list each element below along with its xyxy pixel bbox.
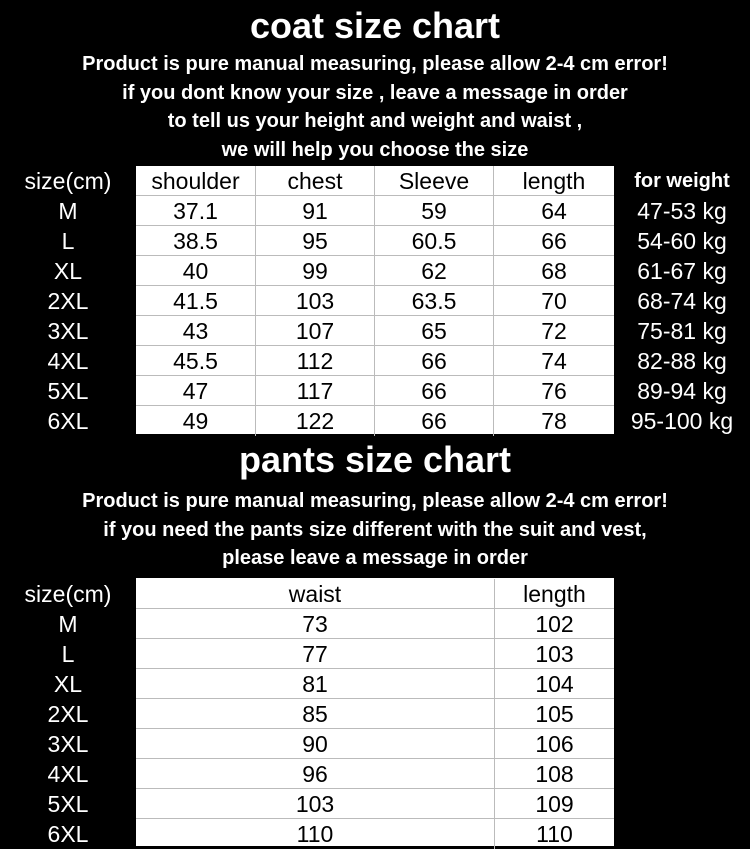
pants-cell-length: 105 [495,699,614,729]
coat-cell-sleeve: 62 [375,256,494,286]
coat-cell-chest: 112 [256,346,375,376]
coat-cell-length: 70 [494,286,614,316]
pants-table-row [0,759,750,789]
coat-cell-weight: 95-100 kg [630,408,734,434]
coat-cell-sleeve: 66 [375,406,494,436]
coat-table-row [0,346,750,376]
pants-cell-size: M [58,611,78,637]
pants-cell-length: 104 [495,669,614,699]
coat-table-row [0,196,750,226]
pants-cell-length: 108 [495,759,614,789]
pants-cell-length: 109 [495,789,614,819]
coat-cell-chest: 117 [256,376,375,406]
coat-cell-weight: 54-60 kg [637,228,727,254]
coat-table-row [0,256,750,286]
pants-cell-waist: 77 [136,639,495,669]
pants-chart-title: pants size chart [238,439,512,480]
coat-table-row [0,226,750,256]
coat-size-table [0,166,750,436]
pants-cell-size: L [61,641,75,667]
coat-cell-chest: 107 [256,316,375,346]
coat-cell-chest: 103 [256,286,375,316]
coat-cell-size: M [58,198,78,224]
coat-cell-weight: 61-67 kg [637,258,727,284]
coat-cell-sleeve: 60.5 [375,226,494,256]
coat-note-line: to tell us your height and weight and waist , [167,110,583,133]
coat-cell-size: XL [53,258,83,284]
coat-cell-size: 6XL [47,408,89,434]
coat-table-row [0,286,750,316]
coat-note-line: if you dont know your size , leave a message in order [122,81,628,104]
coat-cell-weight: 47-53 kg [637,198,727,224]
pants-table-row [0,609,750,639]
pants-header-length: length [495,579,614,609]
coat-note-line: we will help you choose the size [221,139,529,162]
coat-cell-length: 78 [541,408,567,434]
pants-cell-length: 103 [495,639,614,669]
coat-header-size: size(cm) [24,168,112,194]
coat-cell-chest: 122 [256,406,375,436]
coat-header-shoulder: shoulder [136,166,256,196]
coat-cell-length: 74 [494,346,614,376]
coat-cell-shoulder: 41.5 [136,286,256,316]
coat-note-line: Product is pure manual measuring, please allow 2-4 cm error! [82,53,668,75]
coat-cell-shoulder: 43 [136,316,256,346]
coat-cell-length: 68 [494,256,614,286]
coat-table-row [0,406,750,436]
coat-cell-weight: 75-81 kg [637,318,727,344]
coat-header-length: length [494,166,614,196]
coat-table-row [0,376,750,406]
pants-cell-waist: 96 [136,759,495,789]
coat-cell-size: 5XL [47,378,89,404]
coat-cell-size: 3XL [47,318,89,344]
coat-cell-shoulder: 40 [136,256,256,286]
pants-table-row [0,699,750,729]
pants-table-row [0,789,750,819]
pants-cell-size: 3XL [47,731,89,757]
pants-table-row [0,639,750,669]
coat-cell-length: 76 [494,376,614,406]
coat-cell-sleeve: 66 [375,346,494,376]
coat-header-chest: chest [256,166,375,196]
pants-cell-waist: 103 [136,789,495,819]
coat-chart-title: coat size chart [249,5,501,46]
coat-cell-weight: 82-88 kg [637,348,727,374]
coat-cell-chest: 91 [256,196,375,226]
pants-cell-size: XL [53,671,83,697]
coat-cell-sleeve: 66 [375,376,494,406]
coat-header-row [0,166,750,196]
pants-header-size: size(cm) [24,581,112,607]
coat-cell-chest: 99 [256,256,375,286]
coat-cell-length: 72 [494,316,614,346]
pants-size-table [0,579,750,849]
pants-note-line: if you need the pants size different with the suit and vest, [103,518,647,541]
coat-cell-chest: 95 [256,226,375,256]
pants-cell-waist: 73 [136,609,495,639]
coat-cell-weight: 68-74 kg [637,288,727,314]
pants-table-row [0,729,750,759]
pants-cell-length: 106 [495,729,614,759]
coat-cell-shoulder: 47 [136,376,256,406]
coat-cell-size: 2XL [47,288,89,314]
coat-cell-size: L [61,228,75,254]
coat-table-row [0,316,750,346]
coat-cell-sleeve: 65 [375,316,494,346]
pants-cell-size: 6XL [47,821,89,847]
coat-header-weight: for weight [634,170,730,192]
coat-cell-length: 66 [494,226,614,256]
pants-cell-size: 4XL [47,761,89,787]
pants-cell-size: 5XL [47,791,89,817]
coat-cell-shoulder: 45.5 [136,346,256,376]
pants-table-row [0,669,750,699]
coat-header-sleeve: Sleeve [375,166,494,196]
pants-cell-size: 2XL [47,701,89,727]
coat-notes [0,50,750,165]
pants-cell-waist: 110 [136,819,495,849]
coat-cell-weight: 89-94 kg [637,378,727,404]
pants-table-row [0,819,750,849]
coat-cell-size: 4XL [47,348,89,374]
coat-cell-shoulder: 38.5 [136,226,256,256]
pants-header-waist: waist [136,579,495,609]
pants-notes [0,487,750,573]
pants-note-line: please leave a message in order [222,547,528,570]
coat-cell-shoulder: 37.1 [136,196,256,226]
coat-cell-shoulder: 49 [136,406,256,436]
pants-note-line: Product is pure manual measuring, please allow 2-4 cm error! [82,490,668,512]
pants-header-row [0,579,750,609]
coat-cell-sleeve: 63.5 [375,286,494,316]
pants-cell-waist: 81 [136,669,495,699]
coat-cell-length: 64 [494,196,614,226]
pants-cell-waist: 85 [136,699,495,729]
pants-cell-waist: 90 [136,729,495,759]
pants-cell-length: 102 [495,609,614,639]
pants-cell-length: 110 [536,821,573,847]
coat-cell-sleeve: 59 [375,196,494,226]
